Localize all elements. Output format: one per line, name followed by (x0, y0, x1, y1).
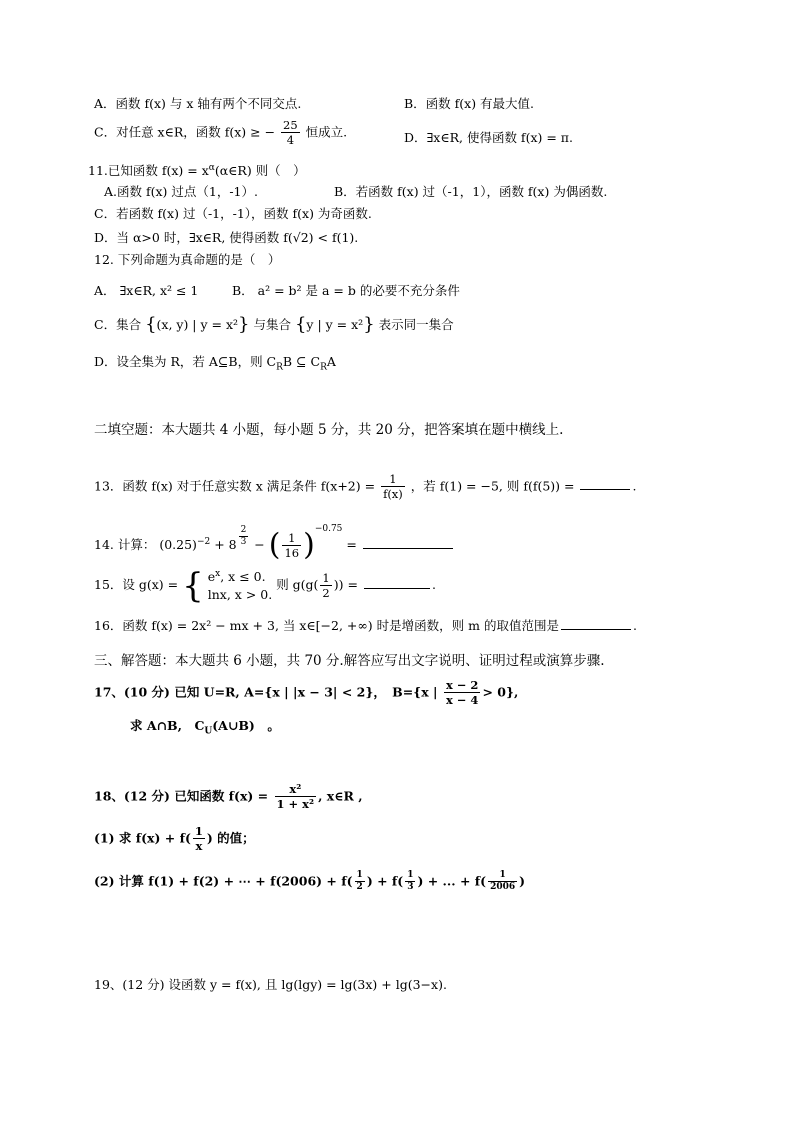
left-brace: { (182, 565, 204, 606)
q15-fraction (320, 571, 331, 601)
right-brace: } (363, 314, 375, 335)
q14-fraction (282, 531, 301, 561)
q12-option-d-tail: A (326, 354, 336, 369)
q14-answer-blank[interactable] (363, 547, 453, 549)
q14-term-one: (0.25) (159, 537, 197, 552)
fraction-denominator: 1 + x² (276, 797, 315, 812)
fraction-denominator: 16 (284, 546, 300, 560)
fraction-denominator: x (195, 839, 203, 854)
q14-exponent-two (239, 525, 249, 549)
q14-label: 14. 计算： (94, 537, 156, 552)
q17-tail: > 0}, (482, 684, 519, 700)
q14 (94, 524, 455, 561)
q15 (94, 565, 436, 606)
q18-part-one-text: (1) 求 f(x) + f( (94, 830, 191, 846)
section-three-heading: 三、解答题：本大题共 6 小题，共 70 分.解答应写出文字说明、证明过程或演算步骤. (94, 653, 605, 669)
q15-case-one-cond: , x ≤ 0. (220, 569, 266, 585)
fraction-numerator: 1 (355, 870, 365, 882)
q15-answer-blank[interactable] (364, 587, 430, 589)
q15-mid: 则 g(g( (276, 577, 319, 593)
complement-subscript: U (204, 726, 213, 737)
q12-option-b: B． a² = b² 是 a = b 的必要不充分条件 (232, 283, 460, 298)
q18-part-one-fraction (193, 824, 205, 854)
q15-tail: )) = (333, 577, 358, 593)
q13-tail: ，若 f(1) = −5, 则 f(f(5)) = (410, 478, 575, 494)
q10-option-c-tail: 恒成立. (305, 124, 348, 140)
q10-option-c (94, 118, 347, 148)
q12-option-a: A． ∃x∈R, x² ≤ 1 (94, 283, 199, 298)
q18-fraction (275, 782, 317, 812)
left-paren: ( (268, 527, 281, 563)
fraction-denominator: f(x) (383, 487, 403, 502)
q15-label: 15．设 g(x) = (94, 577, 179, 593)
fraction-numerator: 25 (283, 118, 298, 132)
fraction-denominator: 4 (286, 133, 295, 148)
q15-case-one-base: e (207, 569, 216, 585)
fraction-denominator: 3 (407, 882, 414, 893)
q15-case-one (208, 568, 272, 586)
q16-text: 16．函数 f(x) = 2x² − mx + 3, 当 x∈[−2, +∞) 时是增函数，则 m 的取值范围是 (94, 618, 559, 633)
q12-option-c-mid: 与集合 (253, 316, 291, 332)
q12-set-two: y | y = x² (306, 316, 364, 332)
q14-minus: − (250, 537, 269, 552)
q17-line-two-tail: (A∪B) 。 (212, 718, 280, 733)
q11-stem-tail: (α∈R) 则（ ） (214, 163, 306, 179)
fraction-numerator: 1 (194, 824, 203, 838)
q18-part-two-fraction-a (355, 870, 365, 894)
fraction-numerator: 1 (405, 870, 415, 882)
q18-part-two-fraction-c (488, 870, 517, 894)
q14-equals: = (342, 537, 357, 552)
q10-option-a: A．函数 f(x) 与 x 轴有两个不同交点. (94, 96, 302, 111)
fraction-numerator: 1 (381, 472, 405, 487)
q18-part-two-text: (2) 计算 f(1) + f(2) + ⋯ + f(2006) + f( (94, 873, 353, 889)
q12-option-d (94, 354, 336, 374)
q17-line-two-text: 求 A∩B, C (130, 718, 205, 733)
q13-fraction (381, 472, 405, 502)
q17-fraction (444, 678, 481, 708)
q18-tail: , x∈R , (318, 788, 363, 804)
fraction-numerator: x² (275, 782, 317, 797)
q18-part-two-end: ) (519, 873, 526, 889)
fraction-numerator: 1 (488, 870, 517, 882)
q12-option-d-mid: B ⊆ C (282, 354, 321, 369)
q18-text: 18、(12 分) 已知函数 f(x) = (94, 788, 269, 804)
q16 (94, 618, 637, 634)
q18-part-two-mid-a: ) + f( (366, 873, 404, 889)
q16-period: . (632, 618, 637, 633)
right-paren: ) (303, 527, 315, 563)
fraction-denominator: 2 (356, 882, 363, 893)
fraction-numerator: x − 2 (445, 678, 479, 692)
complement-subscript: R (320, 362, 327, 373)
q17-text: 17、(10 分) 已知 U=R, A={x | |x − 3| < 2}， B={x | (94, 684, 438, 700)
q10-option-c-fraction (281, 118, 300, 148)
q19: 19、(12 分) 设函数 y = f(x), 且 lg(lgy) = lg(3x) + lg(3−x). (94, 977, 447, 992)
q15-period: . (431, 577, 436, 593)
left-brace: { (145, 314, 157, 335)
q18-part-two-fraction-b (405, 870, 415, 894)
q12-option-d-text: D．设全集为 R，若 A⊆B，则 C (94, 354, 277, 369)
fraction-denominator: x − 4 (445, 693, 479, 708)
q12-set-one: (x, y) | y = x² (156, 316, 239, 332)
q18 (94, 782, 363, 812)
q12-option-c-tail: 表示同一集合 (378, 316, 454, 332)
q13: 13．函数 f(x) 对于任意实数 x 满足条件 f(x+2) = $\frac{1}{f(x)}$ ，若 f(1) = −5, 则 f(f(5)) = . (94, 472, 637, 502)
fraction-numerator: 1 (322, 570, 330, 585)
q10-option-b: B．函数 f(x) 有最大值. (404, 96, 535, 111)
q17-line-two (130, 718, 280, 738)
fraction-denominator: 2006 (490, 882, 516, 893)
right-brace: } (238, 314, 250, 335)
fraction-numerator: 2 (239, 525, 249, 537)
q11-option-b: B．若函数 f(x) 过（-1，1），函数 f(x) 为偶函数. (334, 184, 608, 199)
q13-text: 13．函数 f(x) 对于任意实数 x 满足条件 (94, 478, 317, 494)
q11-stem (88, 163, 306, 179)
q18-part-two-mid-b: ) + ... + f( (417, 873, 487, 889)
q18-part-one-tail: ) 的值； (206, 830, 255, 846)
fraction-numerator: 1 (282, 531, 301, 546)
q12-stem: 12. 下列命题为真命题的是（ ） (94, 252, 281, 267)
section-two-heading: 二填空题：本大题共 4 小题，每小题 5 分，共 20 分，把答案填在题中横线上. (94, 422, 564, 438)
complement-subscript: R (276, 362, 283, 373)
q12-option-c-label: C．集合 (94, 316, 142, 332)
q11-option-d: D．当 α>0 时，∃x∈R, 使得函数 f(√2) < f(1). (94, 230, 359, 245)
q13-lhs: f(x+2) = (320, 478, 376, 494)
q14-term-two: + 8 (210, 537, 237, 552)
q15-cases (208, 568, 272, 603)
q13-answer-blank[interactable] (580, 488, 630, 490)
q10-option-c-text: C．对任意 x∈R，函数 f(x) ≥ − (94, 124, 276, 140)
q15-case-one-exp: x (215, 569, 221, 579)
q11-exponent: α (208, 163, 215, 173)
q11-option-c: C．若函数 f(x) 过（-1，-1），函数 f(x) 为奇函数. (94, 206, 372, 221)
q16-answer-blank[interactable] (561, 628, 631, 630)
q14-exponent-one: −2 (196, 536, 211, 547)
left-brace: { (294, 314, 307, 335)
fraction-denominator: 2 (322, 586, 330, 601)
q17 (94, 678, 518, 708)
fraction-denominator: 3 (240, 536, 247, 547)
q18-part-two (94, 870, 525, 894)
q10-option-d: D．∃x∈R, 使得函数 f(x) = π. (404, 130, 573, 145)
q12-option-c (94, 314, 454, 337)
q14-exponent-three: −0.75 (314, 524, 343, 534)
q15-case-two: lnx, x > 0. (207, 586, 273, 602)
q11-stem-text: 11.已知函数 f(x) = x (88, 163, 209, 179)
q11-option-a: A.函数 f(x) 过点（1，-1）. (104, 184, 258, 199)
q18-part-one (94, 824, 255, 854)
